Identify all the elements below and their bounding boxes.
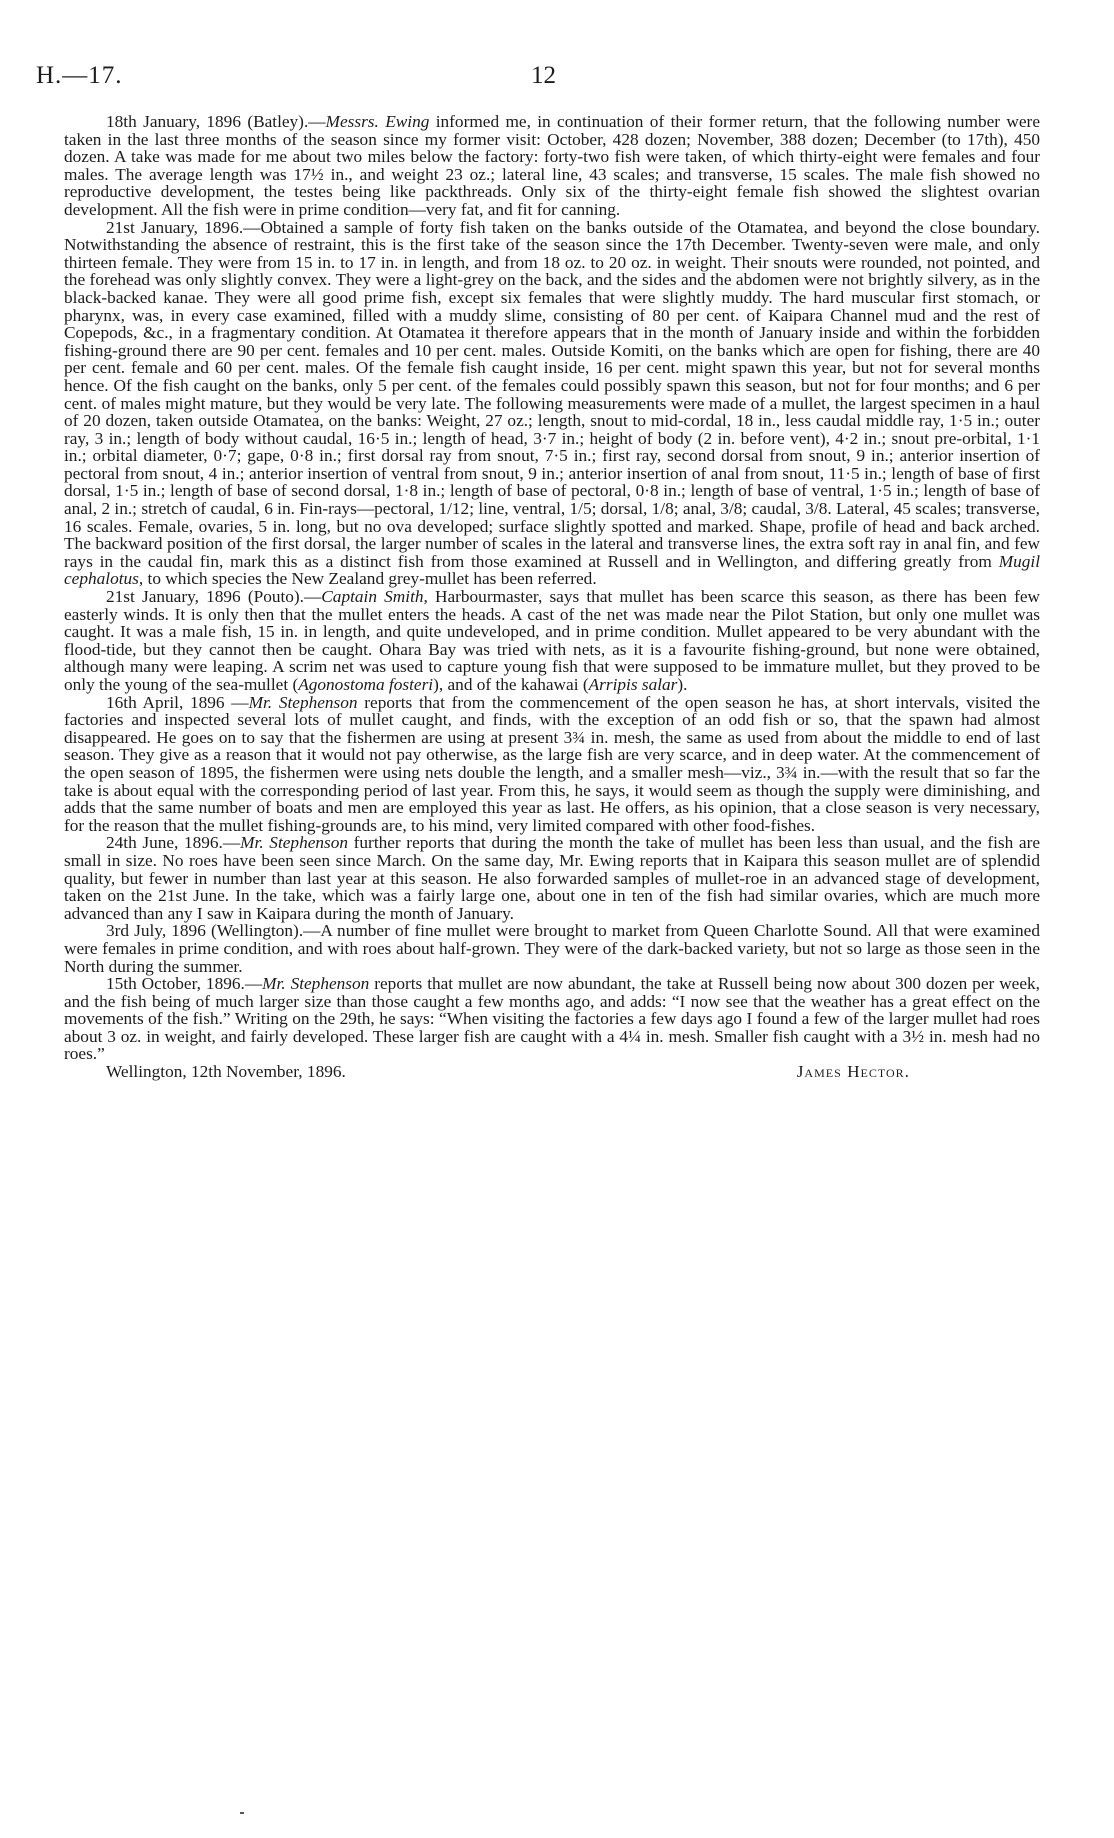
- text-run: —A number of fine mullet were brought to market from Queen Charlotte Sound. All that were examined were females in prime condition, and with roes about half-grown. They were of the dark-backed variety, but not so large as those seen in the North during the summer.: [64, 921, 1040, 976]
- text-run: —: [304, 587, 322, 607]
- text-run: ).: [677, 675, 688, 694]
- paragraph: [64, 588, 1040, 694]
- italic-text: Messrs. Ewing: [325, 112, 430, 131]
- text-run: reports that mullet are now abundant, the take at Russell being now about 300 dozen per week, and the fish being of much larger size than those caught a few months ago, and adds: “I now see that the weather has a great effect on the movements of the fish.” Writing on the 29th, he says: “When visiting the factories a few days ago I found a few of the larger mullet had roes about 3 oz. in weight, and fairly developed. These larger fish are caught with a 4¼ in. mesh. Smaller fish caught with a 3½ in. mesh had no roes.”: [64, 974, 1040, 1064]
- entry-date: 3rd July, 1896 (Wellington).: [106, 921, 304, 941]
- italic-text: Captain Smith,: [321, 587, 428, 607]
- paragraph: [64, 922, 1040, 975]
- paragraph: [64, 219, 1040, 588]
- text-run: reports that from the commencement of the open season he has, at short intervals, visited the factories and inspected several lots of mullet caught, and finds, with the exception of an odd fish or so, that the spawn had almost disappeared. He goes on to say that the fishermen are using at present 3¾ in. mesh, the same as used from about the middle to end of last season. They give as a reason that it would not pay otherwise, as the large fish are very scarce, and in deep water. At the commencement of the open season of 1895, the fishermen were using nets double the length, and a smaller mesh—viz., 3¾ in.—with the result that so far the take is about equal with the corresponding period of last year. From this, he says, it would seem as though the supply were diminishing, and adds that the same number of boats and men are employed this year as last. He offers, as his opinion, that a close season is very necessary, for the reason that the mullet fishing-grounds are, to his mind, very limited compared with other food-fishes.: [64, 692, 1040, 835]
- paragraph-text: [64, 218, 1040, 589]
- paragraph: [64, 834, 1040, 922]
- entry-date: 24th June, 1896.: [106, 833, 223, 853]
- italic-text: Mugil cephalotus: [64, 551, 1040, 589]
- text-run: further reports that during the month the take of mullet has been less than usual, and the fish are small in size. No roes have been seen since March. On the same day, Mr. Ewing reports that in Kaipara this season mullet are of splendid quality, but fewer in number than last year at this season. He also forwarded samples of mullet-roe in an advanced stage of development, taken on the 21st June. In the take, which was a fairly large one, about one in ten of the fish had similar ovaries, which are much more advanced than any I saw in Kaipara during the month of January.: [64, 833, 1040, 923]
- italic-text: Arripis salar: [588, 675, 678, 694]
- text-run: —Obtained a sample of forty fish taken on the banks outside of the Otamatea, and beyond the close boundary. Notwithstanding the absence of restraint, this is the first take of the season since the 17th December. Twenty-seven were male, and only thirteen female. They were from 15 in. to 17 in. in length, and from 18 oz. to 20 oz. in weight. Their snouts were rounded, not pointed, and the forehead was only slightly convex. They were a light-grey on the back, and the sides and the abdomen were not brightly silvery, as in the black-backed kanae. They were all good prime fish, except six females that were slightly muddy. The hard muscular first stomach, or pharynx, was, in every case examined, filled with a muddy slime, consisting of 80 per cent. of Kaipara Channel mud and the rest of Copepods, &c., in a fragmentary condition. At Otamatea it therefore appears that in the month of January inside and within the forbidden fishing-ground there are 90 per cent. females and 10 per cent. males. Outside Komiti, on the banks which are open for fishing, there are 40 per cent. female and 60 per cent. males. Of the female fish caught inside, 16 per cent. might spawn this year, but not for several months hence. Of the fish caught on the banks, only 5 per cent. of the females could possibly spawn this season, but not for four months; and 6 per cent. of males might mature, but they would be very late. The following measurements were made of a mullet, the largest specimen in a haul of 20 dozen, taken outside Otamatea, on the banks: Weight, 27 oz.; length, snout to mid-cordal, 18 in., less caudal middle ray, 1·5 in.; outer ray, 3 in.; length of body without caudal, 16·5 in.; length of head, 3·7 in.; height of body (2 in. before vent), 4·2 in.; snout pre-orbital, 1·1 in.; orbital diameter, 0·7; gape, 0·8 in.; first dorsal ray from snout, 7·5 in.; first ray, second dorsal from snout, 9 in.; anterior insertion of pectoral from snout, 4 in.; anterior insertion of ventral from snout, 9 in.; anterior insertion of anal from snout, 11·5 in.; length of base of first dorsal, 1·5 in.; length of base of second dorsal, 1·8 in.; length of base of pectoral, 0·8 in.; length of base of ventral, 1·5 in.; length of base of anal, 2 in.; stretch of caudal, 6 in. Fin-rays—pectoral, 1/12; line, ventral, 1/5; dorsal, 1/8; anal, 3/8; caudal, 3/8. Lateral, 45 scales; transverse, 16 scales. Female, ovaries, 5 in. long, but no ova developed; surface slightly spotted and marked. Shape, profile of head and back arched. The backward position of the first dorsal, the larger number of scales in the lateral and transverse lines, the extra soft ray in anal fin, and few rays in the caudal fin, mark this as a distinct fish from those examined at Russell and in Wellington, and differing greatly from: [64, 217, 1040, 571]
- document-reference: H.—17.: [36, 62, 123, 89]
- stray-mark: [240, 1812, 244, 1814]
- document-body: [64, 113, 1040, 1083]
- text-run: informed me, in continuation of their former return, that the following number were taken in the last three months of the season since my former visit: October, 428 dozen; November, 388 dozen; December (to 17th), 450 dozen. A take was made for me about two miles below the factory: forty-two fish were taken, of which thirty-eight were females and four males. The average length was 17½ in., and weight 23 oz.; lateral line, 43 scales; and transverse, 15 scales. The male fish showed no reproductive development, the testes being like packthreads. Only six of the thirty-eight female fish showed the slightest ovarian development. All the fish were in prime condition—very fat, and fit for canning.: [64, 112, 1040, 219]
- text-run: —: [244, 974, 263, 994]
- paragraph: [64, 694, 1040, 835]
- text-run: —: [224, 692, 249, 712]
- text-run: —: [222, 833, 241, 853]
- entry-date: 21st January, 1896.: [106, 217, 244, 237]
- entry-date: 15th October, 1896.: [106, 974, 245, 994]
- place-and-date: Wellington, 12th November, 1896.: [106, 1062, 346, 1082]
- paragraph: [64, 975, 1040, 1063]
- text-run: —: [308, 112, 326, 131]
- italic-text: Agonostoma fosteri: [298, 675, 434, 694]
- italic-text: Mr. Stephenson: [262, 974, 370, 994]
- closing-line: [64, 1063, 1040, 1083]
- italic-text: Mr. Stephenson: [248, 692, 358, 712]
- paragraph: [64, 113, 1040, 219]
- page-number: 12: [531, 62, 556, 89]
- text-run: ), and of the kahawai (: [433, 675, 589, 694]
- signature: James Hector.: [796, 1062, 910, 1082]
- page-header: [36, 62, 1036, 98]
- entry-date: 16th April, 1896: [106, 692, 225, 712]
- text-run: , to which species the New Zealand grey-mullet has been referred.: [138, 569, 597, 589]
- entry-date: 18th January, 1896 (Batley).: [106, 112, 309, 131]
- italic-text: Mr. Stephenson: [240, 833, 349, 853]
- text-run: Harbourmaster, says that mullet has been scarce this season, as there has been few easterly winds. It is only then that the mullet enters the heads. A cast of the net was made near the Pilot Station, but only one mullet was caught. It was a male fish, 15 in. in length, and quite undeveloped, and in prime condition. Mullet appeared to be very abundant with the flood-tide, but they cannot then be caught. Ohara Bay was tried with nets, as it is a favourite fishing-ground, but none were obtained, although many were leaping. A scrim net was used to capture young fish that were supposed to be immature mullet, but they proved to be only the young of the sea-mullet (: [64, 587, 1041, 694]
- entry-date: 21st January, 1896 (Pouto).: [106, 587, 304, 607]
- paragraph-text: [64, 693, 1040, 835]
